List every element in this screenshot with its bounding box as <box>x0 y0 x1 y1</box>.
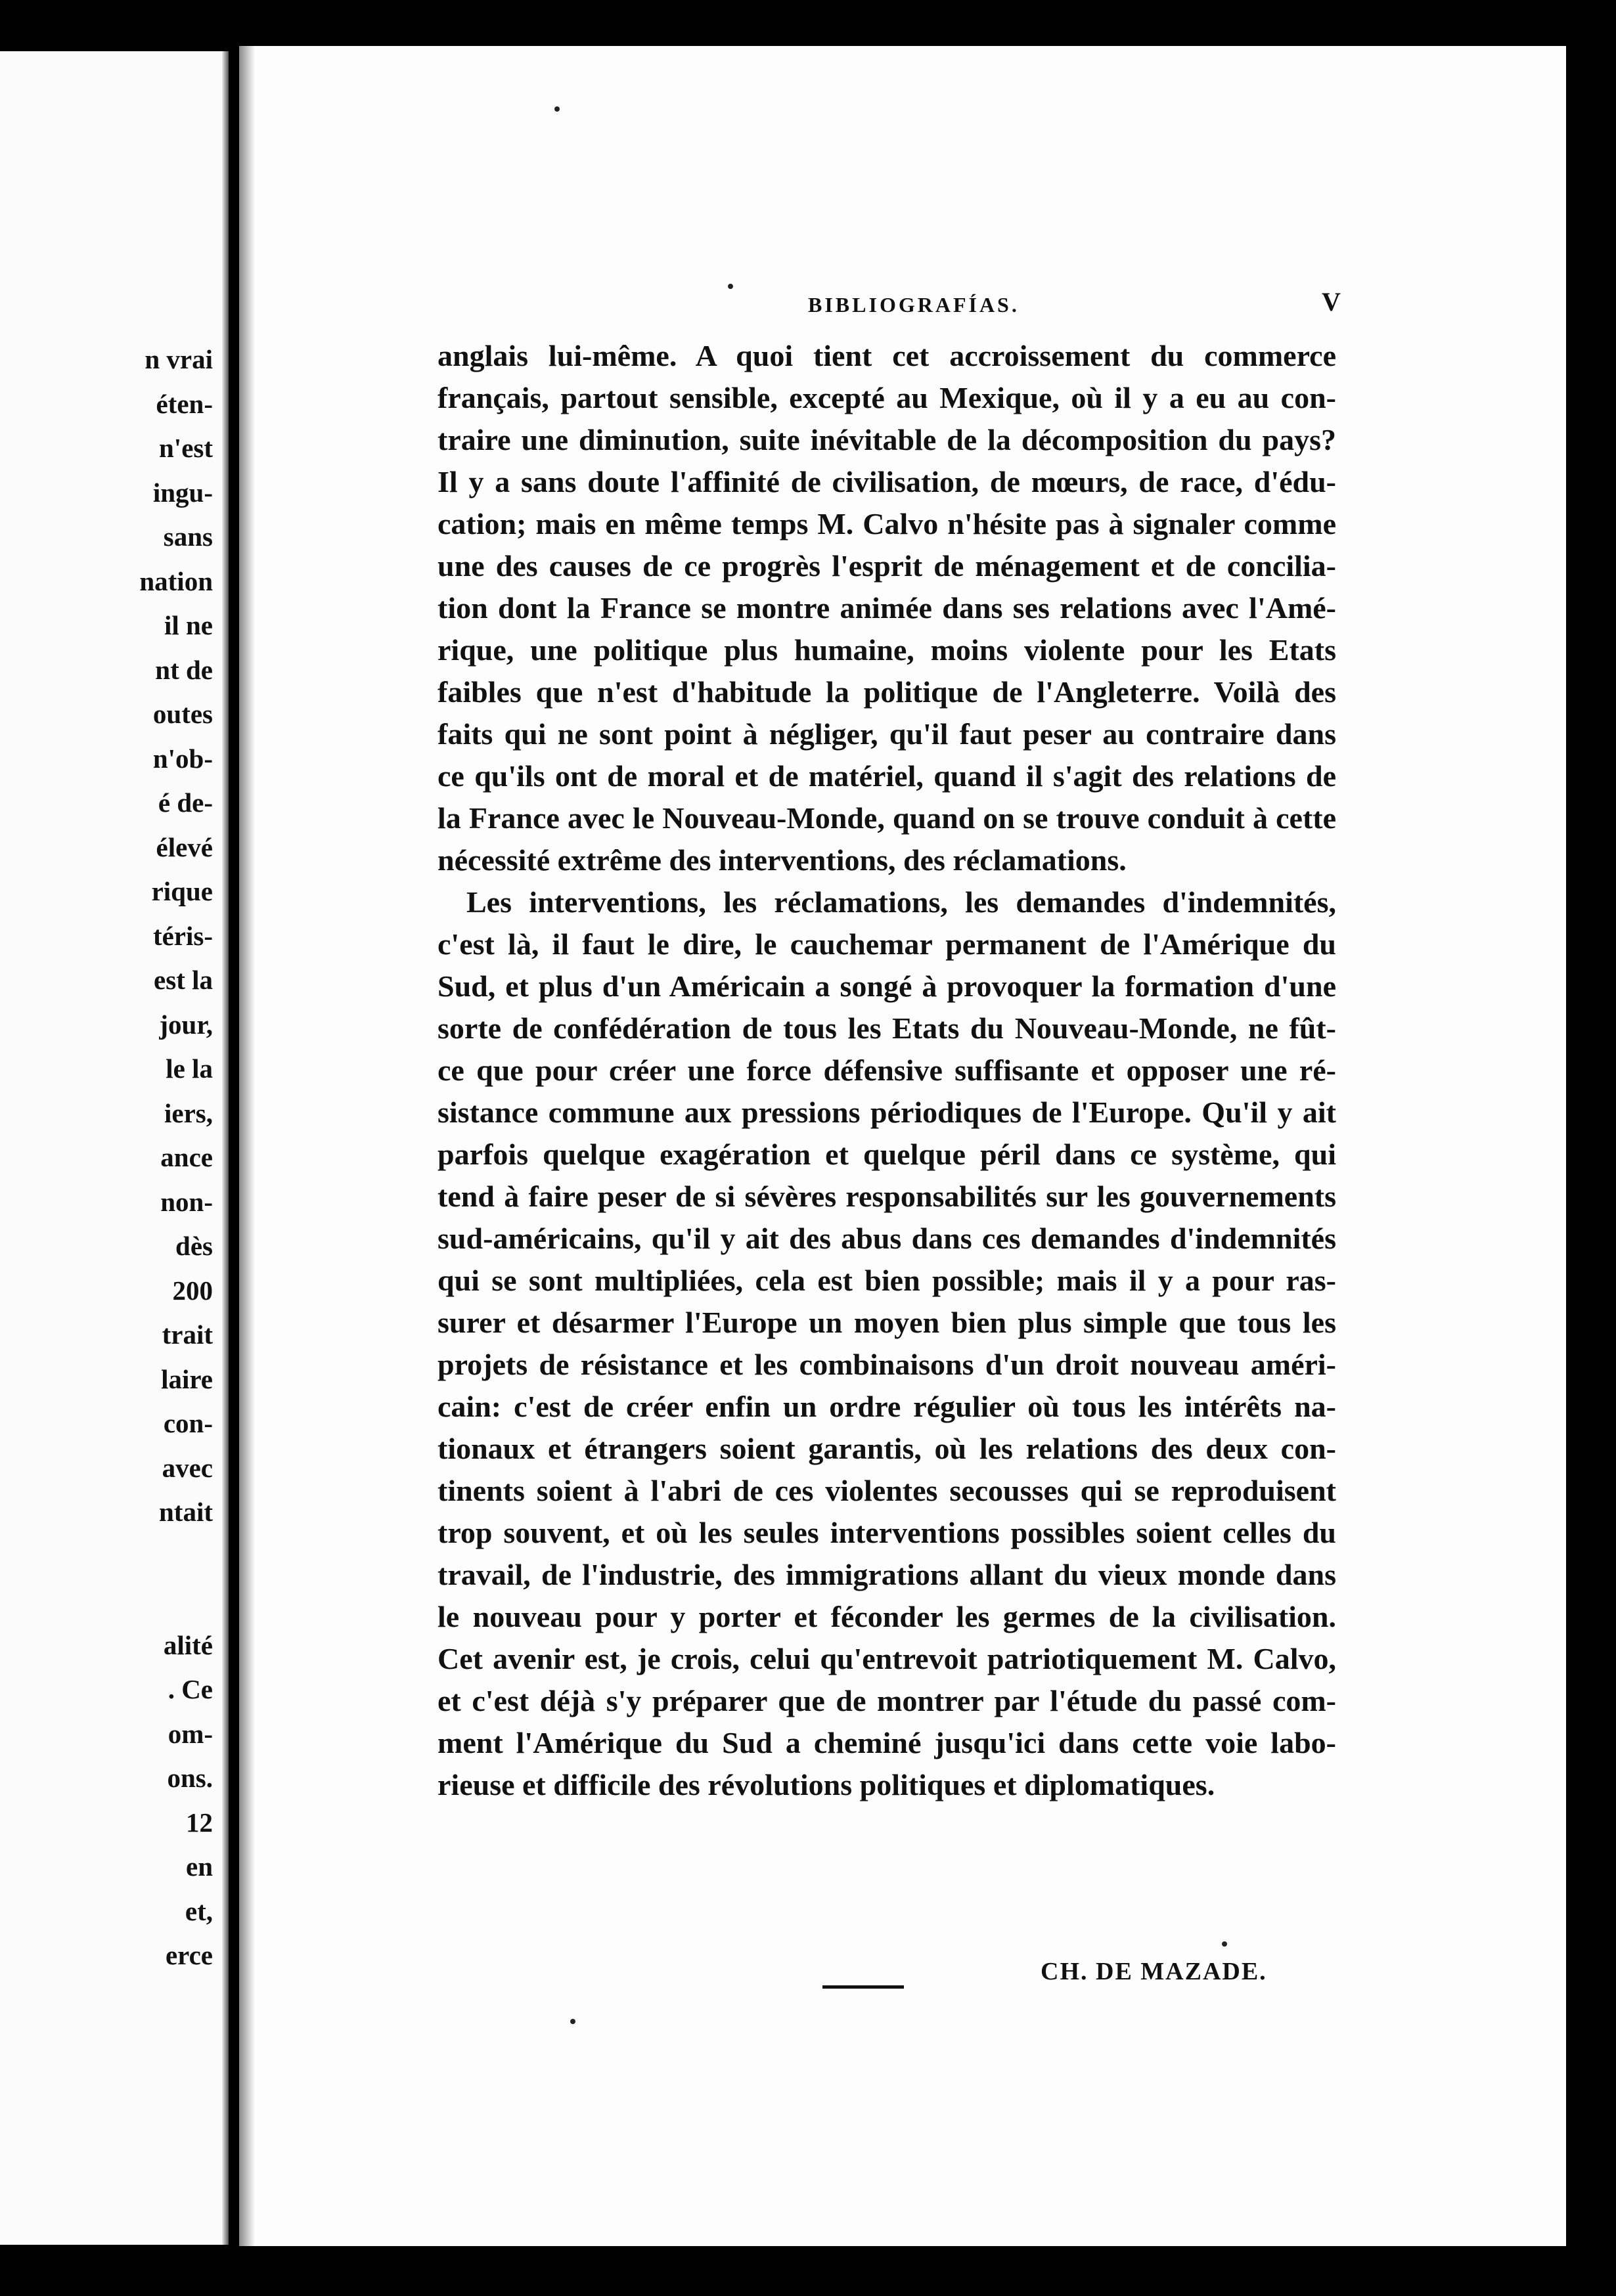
left-page-line: avec <box>162 1452 213 1483</box>
text-line: nécessité extrême des interventions, des réclamations. <box>438 843 1127 877</box>
left-page-line: en <box>186 1851 213 1882</box>
left-page-line: est la <box>154 965 213 995</box>
left-page-line: erce <box>165 1940 213 1970</box>
left-page-line: ons. <box>167 1763 213 1793</box>
text-line: tionaux et étrangers soient garantis, où les relations des deux con- <box>438 1432 1336 1465</box>
text-line: Il y a sans doute l'affinité de civilisation, de mœurs, de race, d'édu- <box>438 465 1336 498</box>
text-line: une des causes de ce progrès l'esprit de ménagement et de concilia- <box>438 549 1336 583</box>
left-page-line: ntait <box>159 1497 213 1527</box>
text-line: tend à faire peser de si sévères responsabilités sur les gouvernements <box>438 1180 1336 1213</box>
text-line: sud-américains, qu'il y ait des abus dans ces demandes d'indemnités <box>438 1222 1336 1255</box>
text-line: le nouveau pour y porter et féconder les germes de la civilisation. <box>438 1600 1336 1633</box>
text-line: sistance commune aux pressions périodiques de l'Europe. Qu'il y ait <box>438 1095 1336 1129</box>
text-line: Les interventions, les réclamations, les demandes d'indemnités, <box>466 885 1336 919</box>
left-page-line: dès <box>175 1231 213 1261</box>
print-speck <box>570 2019 575 2024</box>
text-line: ce que pour créer une force défensive suffisante et opposer une ré- <box>438 1053 1336 1087</box>
left-page-line: éten- <box>156 388 213 419</box>
text-line: traire une diminution, suite inévitable de la décomposition du pays? <box>438 423 1336 456</box>
left-page-line: n'ob- <box>152 743 213 774</box>
paragraph-1 <box>438 335 1336 881</box>
text-line: c'est là, il faut le dire, le cauchemar permanent de l'Amérique du <box>438 927 1336 961</box>
left-page-line: n vrai <box>145 344 213 374</box>
text-line: rieuse et difficile des révolutions politiques et diplomatiques. <box>438 1768 1215 1801</box>
right-page <box>239 46 1566 2246</box>
text-line: faibles que n'est d'habitude la politique de l'Angleterre. Voilà des <box>438 675 1336 709</box>
text-line: français, partout sensible, excepté au Mexique, où il y a eu au con- <box>438 381 1336 414</box>
text-line: projets de résistance et les combinaisons d'un droit nouveau améri- <box>438 1348 1336 1381</box>
left-page-gutter <box>222 51 229 2245</box>
text-line: sorte de confédération de tous les Etats du Nouveau-Monde, ne fût- <box>438 1011 1336 1045</box>
page-number: V <box>1322 287 1341 317</box>
left-page <box>0 51 229 2245</box>
left-page-line: om- <box>168 1718 213 1749</box>
left-page-line: é de- <box>158 787 213 818</box>
closing-rule <box>822 1985 904 1989</box>
text-line: cain: c'est de créer enfin un ordre régulier où tous les intérêts na- <box>438 1390 1336 1423</box>
left-page-line: n'est <box>159 433 213 463</box>
left-page-line: iers, <box>164 1097 213 1128</box>
left-page-line: jour, <box>159 1009 213 1040</box>
left-page-line: 12 <box>186 1807 213 1838</box>
left-page-line: nt de <box>155 654 213 685</box>
signature: CH. DE MAZADE. <box>1041 1958 1267 1985</box>
print-speck <box>1222 1941 1227 1947</box>
text-line: rique, une politique plus humaine, moins violente pour les Etats <box>438 633 1336 667</box>
left-page-line: téris- <box>152 920 213 951</box>
left-page-line: rique <box>151 876 213 906</box>
left-page-line: non- <box>160 1186 213 1217</box>
print-speck <box>728 284 733 289</box>
left-page-line: et, <box>185 1895 213 1926</box>
left-page-line: le la <box>166 1053 213 1084</box>
left-page-line: laire <box>161 1363 213 1394</box>
left-page-line: ance <box>160 1142 213 1172</box>
text-line: anglais lui-même. A quoi tient cet accroissement du commerce <box>438 339 1336 372</box>
left-page-line: alité <box>163 1629 213 1660</box>
text-line: tinents soient à l'abri de ces violentes secousses qui se reproduisent <box>438 1474 1336 1507</box>
body-text <box>438 335 1336 1806</box>
text-line: surer et désarmer l'Europe un moyen bien plus simple que tous les <box>438 1306 1336 1339</box>
left-page-line: sans <box>163 521 213 552</box>
running-head: BIBLIOGRAFÍAS. <box>808 293 1020 317</box>
page-gutter-shadow <box>239 46 255 2246</box>
print-speck <box>554 106 560 112</box>
text-line: cation; mais en même temps M. Calvo n'hésite pas à signaler comme <box>438 507 1336 541</box>
left-page-line: outes <box>152 699 213 729</box>
left-page-line: élevé <box>156 831 213 862</box>
left-page-line: 200 <box>172 1275 213 1306</box>
text-line: travail, de l'industrie, des immigrations allant du vieux monde dans <box>438 1558 1336 1591</box>
text-line: Cet avenir est, je crois, celui qu'entrevoit patriotiquement M. Calvo, <box>438 1642 1336 1675</box>
text-line: faits qui ne sont point à négliger, qu'il faut peser au contraire dans <box>438 717 1336 751</box>
left-page-line: nation <box>139 565 213 596</box>
text-line: ce qu'ils ont de moral et de matériel, quand il s'agit des relations de <box>438 759 1336 793</box>
left-page-line <box>139 1535 213 1623</box>
left-page-line: trait <box>162 1319 213 1350</box>
text-line: parfois quelque exagération et quelque péril dans ce système, qui <box>438 1137 1336 1171</box>
paragraph-2 <box>438 881 1336 1806</box>
text-line: ment l'Amérique du Sud a cheminé jusqu'ici dans cette voie labo- <box>438 1726 1336 1759</box>
left-page-text <box>139 338 213 1978</box>
text-line: tion dont la France se montre animée dans ses relations avec l'Amé- <box>438 591 1336 625</box>
left-page-line: il ne <box>164 610 213 640</box>
text-line: trop souvent, et où les seules interventions possibles soient celles du <box>438 1516 1336 1549</box>
text-line: Sud, et plus d'un Américain a songé à provoquer la formation d'une <box>438 969 1336 1003</box>
text-line: et c'est déjà s'y préparer que de montrer par l'étude du passé com- <box>438 1684 1336 1717</box>
text-line: qui se sont multipliées, cela est bien possible; mais il y a pour ras- <box>438 1264 1336 1297</box>
left-page-line: con- <box>163 1408 213 1438</box>
text-line: la France avec le Nouveau-Monde, quand on se trouve conduit à cette <box>438 801 1336 835</box>
left-page-line: . Ce <box>168 1674 213 1704</box>
left-page-line: ingu- <box>152 477 213 508</box>
